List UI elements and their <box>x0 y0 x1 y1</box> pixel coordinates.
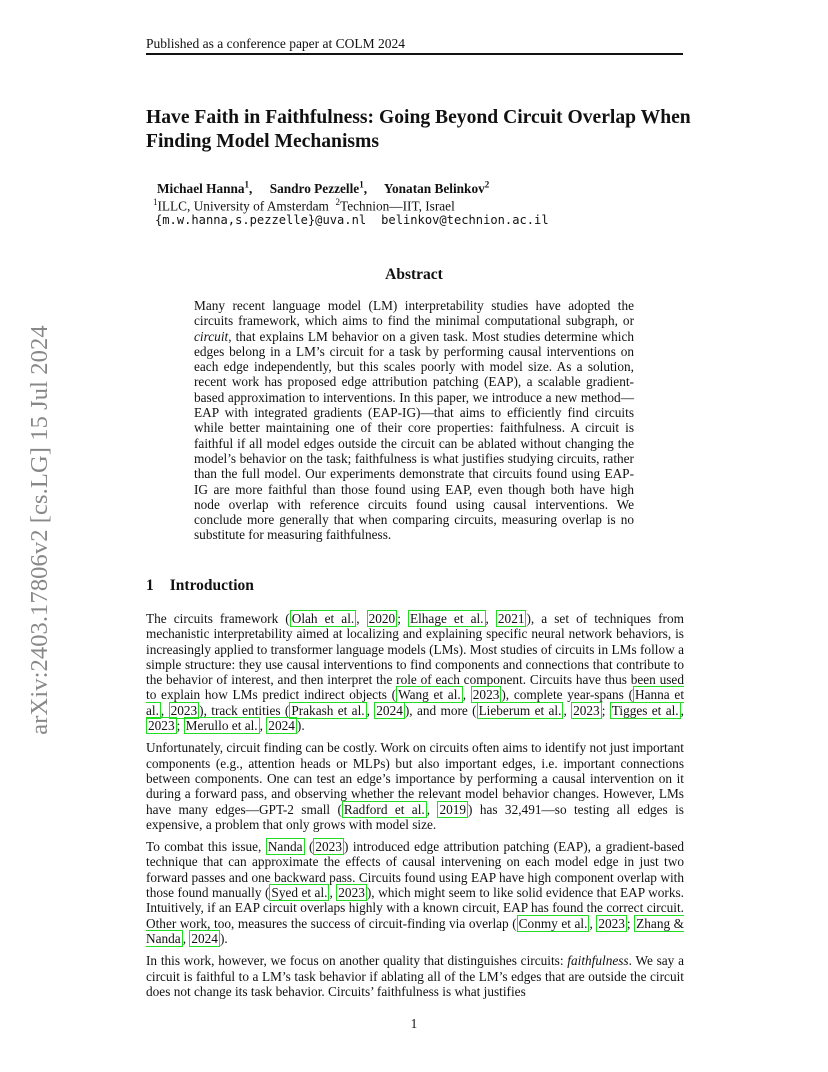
arxiv-stamp <box>20 295 60 765</box>
author-separator: , <box>363 181 368 197</box>
author-affiliation-mark: 1 <box>359 180 364 190</box>
body-paragraph <box>146 953 684 999</box>
citation-link[interactable]: Elhage et al. <box>409 611 484 626</box>
author-emails <box>155 213 549 227</box>
citation-link[interactable]: 2021 <box>497 611 525 626</box>
citation-link[interactable]: 2024 <box>191 930 218 946</box>
author-list <box>157 180 503 197</box>
citation-link[interactable]: 2023 <box>170 702 198 718</box>
text-run: , <box>366 702 375 718</box>
author <box>157 181 252 196</box>
text-run: ( <box>304 839 314 855</box>
text-run: , <box>160 702 169 718</box>
author-separator: , <box>249 181 253 197</box>
citation-link[interactable]: Nanda <box>267 839 303 855</box>
text-run: , <box>462 687 471 703</box>
citation-link[interactable]: Lieberum et al. <box>478 702 562 718</box>
citation-link[interactable]: 2024 <box>268 718 295 734</box>
affiliation-mark: 1 <box>153 197 158 207</box>
author <box>384 181 489 196</box>
author-affiliation-mark: 2 <box>484 180 490 190</box>
email-uva[interactable]: {m.w.hanna,s.pezzelle}@uva.nl <box>155 213 367 227</box>
citation-link[interactable]: Tigges et al. <box>611 702 679 718</box>
citation-link[interactable]: Radford et al. <box>343 801 425 817</box>
paper-title: Have Faith in Faithfulness: Going Beyond Circuit Overlap When Finding Model Mechanisms <box>146 107 691 152</box>
text-run: , <box>329 885 337 901</box>
text-run: , <box>680 702 684 718</box>
author-name: Sandro Pezzelle <box>269 181 360 197</box>
citation-link[interactable]: Syed et al. <box>271 885 328 901</box>
text-run: ) has 32,491—so testing all edges is expensive, a problem that only grows with model size. <box>146 801 684 832</box>
text-run: In this work, however, we focus on another quality that distinguishes circuits: <box>146 953 568 969</box>
section-title: Introduction <box>169 577 254 594</box>
section-heading <box>146 577 254 595</box>
body-paragraph <box>146 611 684 733</box>
text-run: ). <box>219 930 228 946</box>
citation-link[interactable]: Zhang & Nanda <box>146 915 684 946</box>
text-run: ; <box>397 611 408 626</box>
text-run: , that explains LM behavior on a given task. Most studies determine which edges belong in a LM’s circuit for a task by performing causal interventions on each edge independently, but this scales poorly with model size. As a solution, recent work has proposed edge attribution patching (EAP), a scalable gradient-based approximation to interventions. In this paper, we introduce a new method—EAP with integrated gradients (EAP-IG)—that aims to efficiently find circuits while better maintaining one of their core properties: faithfulness. A circuit is faithful if all model edges outside the circuit can be ablated without changing the model’s behavior on the task; faithfulness is what justifies studying circuits, rather than the full model. Our experiments demonstrate that circuits found using EAP-IG are more faithful than those found using EAP, even though both have high node overlap with reference circuits found using causal interventions. We conclude more generally that when comparing circuits, measuring overlap is no substitute for measuring faithfulness. <box>194 328 634 543</box>
text-run: Many recent language model (LM) interpretability studies have adopted the circuits framework, which aims to find the minimal computational subgraph, or <box>194 298 634 329</box>
text-run: ), track entities ( <box>199 702 290 718</box>
text-run: ) introduced edge attribution patching (EAP), a gradient-based technique that can approximate the effects of causal intervening on each model edge in just two forward passes and one backward pass. Circuits found using EAP have high component overlap with those found manually ( <box>146 839 684 901</box>
text-run: ; <box>176 718 184 734</box>
citation-link[interactable]: Conmy et al. <box>518 915 588 931</box>
citation-link[interactable]: 2023 <box>338 885 365 901</box>
author-name: Michael Hanna <box>157 181 245 197</box>
text-run: ), and more ( <box>404 702 477 718</box>
text-run: The circuits framework ( <box>146 611 290 626</box>
text-run: ), a set of techniques from mechanistic interpretability aimed at localizing and explaining specific neural network behaviors, is increasingly applied to transformer language models (LMs). Most studies of circuits in LMs follow a simple structure: they use causal interventions to find components and connections that contribute to the behavior of interest, and then interpret the role of each component. Circuits have thus been used to explain how LMs predict indirect objects ( <box>146 611 684 703</box>
author-name: Yonatan Belinkov <box>383 181 485 197</box>
text-run: , <box>356 611 367 626</box>
affiliation-mark: 2 <box>335 197 341 207</box>
text-run: ), which might seem to like solid evidence that EAP works. Intuitively, if an EAP circuit overlaps highly with a known circuit, EAP has found the correct circuit. Other work, too, measures the success of circuit-finding via overlap ( <box>146 885 684 931</box>
running-head: Published as a conference paper at COLM 2024 <box>146 36 406 51</box>
author-affiliation-mark: 1 <box>244 180 250 190</box>
text-run: ; <box>601 702 610 718</box>
citation-link[interactable]: Merullo et al. <box>185 718 258 734</box>
arxiv-stamp-text: arXiv:2403.17806v2 [cs.LG] 15 Jul 2024 <box>26 325 53 735</box>
affiliation-1: ILLC, University of Amsterdam <box>157 198 329 214</box>
text-run: ). <box>296 718 305 734</box>
citation-link[interactable]: 2019 <box>439 801 467 817</box>
email-technion[interactable]: belinkov@technion.ac.il <box>381 213 549 227</box>
author <box>270 181 367 196</box>
text-run: Unfortunately, circuit finding can be costly. Work on circuits often aims to identify not just important components (e.g., attention heads or MLPs) but also important edges, i.e. important connections between components. One can test an edge’s importance by performing a causal intervention on it during a forward pass, and observing whether the relevant model behavior changes. However, LMs have many edges—GPT-2 small ( <box>146 740 684 817</box>
citation-link[interactable]: 2023 <box>148 718 175 734</box>
citation-link[interactable]: 2023 <box>472 687 500 703</box>
page-number: 1 <box>410 1016 418 1031</box>
body-paragraph <box>146 740 684 832</box>
text-run: . We say a circuit is faithful to a LM’s task behavior if ablating all of the LM’s edges that are outside the circuit does not change its task behavior. Circuits’ faithfulness is what justifies <box>146 953 684 999</box>
abstract-heading: Abstract <box>385 266 443 283</box>
citation-link[interactable]: 2024 <box>376 702 403 718</box>
emphasis-text: faithfulness <box>567 953 629 969</box>
text-run: , <box>182 930 190 946</box>
text-run: ; <box>626 915 635 931</box>
text-run: , <box>589 915 597 931</box>
text-run: , <box>426 801 438 817</box>
text-run: To combat this issue, <box>146 839 266 855</box>
emphasis-text: circuit <box>194 328 229 344</box>
body-paragraph <box>146 839 684 946</box>
citation-link[interactable]: Olah et al. <box>291 611 355 626</box>
text-run: , <box>259 718 267 734</box>
citation-link[interactable]: Prakash et al. <box>291 702 365 718</box>
citation-link[interactable]: 2023 <box>573 702 600 718</box>
citation-link[interactable]: 2020 <box>368 611 396 626</box>
introduction-body <box>146 611 684 1006</box>
citation-link[interactable]: 2023 <box>315 839 342 855</box>
abstract-body <box>194 298 634 543</box>
header-rule <box>146 53 683 55</box>
text-run: , <box>563 702 572 718</box>
citation-link[interactable]: Wang et al. <box>398 687 461 703</box>
citation-link[interactable]: Hanna et al. <box>146 687 685 718</box>
section-number: 1 <box>146 577 154 594</box>
affiliation-2: Technion—IIT, Israel <box>340 198 455 214</box>
text-run: , <box>485 611 496 626</box>
affiliations <box>153 197 455 214</box>
citation-link[interactable]: 2023 <box>598 915 625 931</box>
text-run: ), complete year-spans ( <box>501 687 633 703</box>
